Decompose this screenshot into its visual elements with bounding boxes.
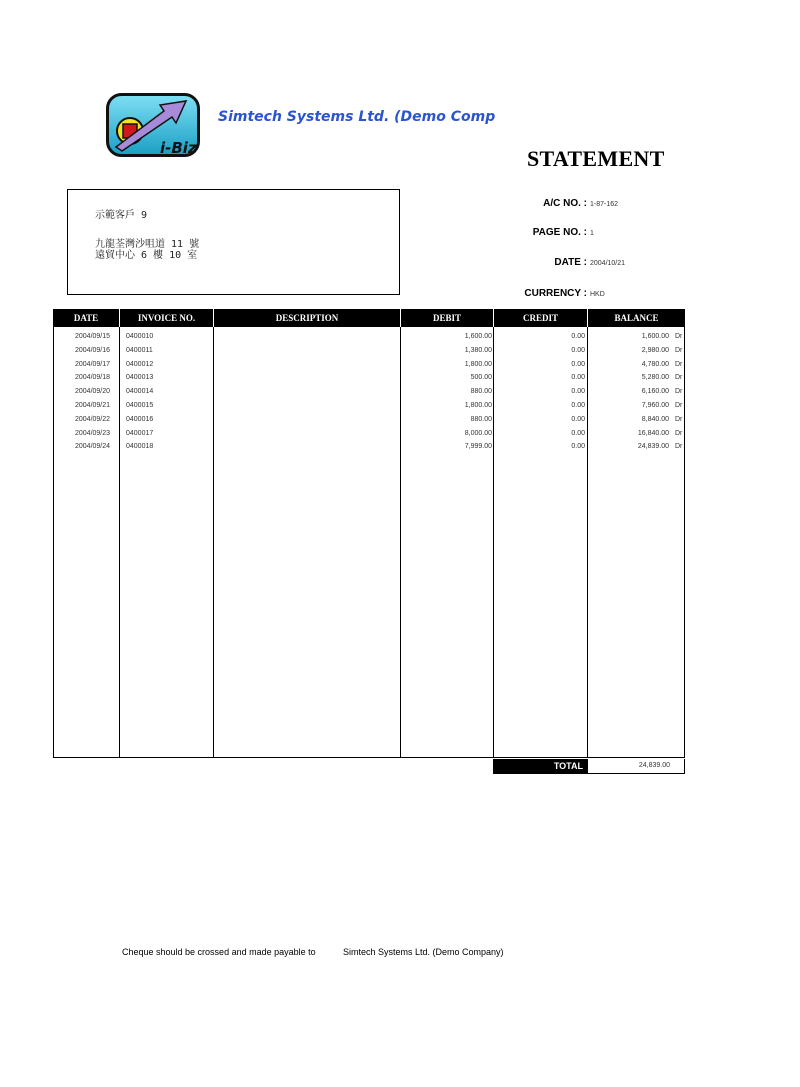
row-dr-cr: Dr [675,346,683,354]
row-dr-cr: Dr [675,443,683,451]
row-debit: 880.00 [470,388,492,396]
logo-text: i-Biz [160,139,197,157]
row-dr-cr: Dr [675,333,683,340]
row-debit: 880.00 [470,415,492,423]
row-balance: 6,160.00 [641,388,669,396]
currency-row [505,283,605,301]
date-label: DATE : [554,257,587,268]
row-credit: 0.00 [571,402,585,409]
row-debit: 1,800.00 [464,402,492,409]
row-credit: 0.00 [571,429,585,437]
row-credit: 0.00 [571,415,585,423]
header-debit: DEBIT [401,309,493,327]
row-balance: 4,780.00 [641,360,669,368]
row-invoice-no: 0400016 [126,415,154,423]
statement-table [53,309,685,758]
address-line-2: 遠貿中心 6 樓 10 室 [95,250,198,261]
row-debit: 7,999.00 [464,443,492,451]
total-label: TOTAL [493,759,587,774]
row-date: 2004/09/16 [75,346,111,354]
row-balance: 2,980.00 [641,346,669,354]
page-no-value: 1 [590,230,594,237]
row-date: 2004/09/17 [75,360,111,368]
row-debit: 500.00 [470,374,492,382]
row-debit: 1,380.00 [464,346,492,354]
row-debit: 8,000.00 [464,429,492,437]
row-invoice-no: 0400015 [126,402,154,409]
date-value: 2004/10/21 [590,260,626,267]
row-balance: 24,839.00 [637,443,669,451]
row-invoice-no: 0400010 [126,333,154,340]
currency-label: CURRENCY : [524,288,587,299]
row-balance: 8,840.00 [641,415,669,423]
row-invoice-no: 0400017 [126,429,154,437]
row-date: 2004/09/21 [75,402,111,409]
row-invoice-no: 0400012 [126,360,154,368]
company-name: Simtech Systems Ltd. (Demo Comp [218,109,496,125]
row-credit: 0.00 [571,360,585,368]
header-invoice-no: INVOICE NO. [120,309,213,327]
cheque-instruction: Cheque should be crossed and made payable to [122,947,316,957]
row-date: 2004/09/18 [75,374,111,382]
row-dr-cr: Dr [675,415,683,423]
ac-no-value: 1-87-162 [590,201,619,208]
row-dr-cr: Dr [675,402,683,409]
ac-no-label: A/C NO. : [543,198,587,209]
row-dr-cr: Dr [675,374,683,382]
cheque-payee: Simtech Systems Ltd. (Demo Company) [343,947,504,957]
header-credit: CREDIT [494,309,587,327]
document-title: STATEMENT [527,146,665,171]
page-no-label: PAGE NO. : [532,227,587,238]
date-row [505,252,625,270]
row-dr-cr: Dr [675,360,683,368]
customer-name: 示範客戶 9 [95,210,148,221]
address-line-1: 九龍荃灣沙咀道 11 號 [95,239,200,250]
row-credit: 0.00 [571,374,585,382]
row-balance: 5,280.00 [641,374,669,382]
row-invoice-no: 0400011 [126,346,153,354]
row-dr-cr: Dr [675,388,683,396]
row-invoice-no: 0400013 [126,374,154,382]
header-balance: BALANCE [588,309,685,327]
currency-value: HKD [590,291,605,298]
row-invoice-no: 0400014 [126,388,154,396]
row-debit: 1,800.00 [464,360,492,368]
row-date: 2004/09/20 [75,388,111,396]
total-value: 24,839.00 [587,759,685,774]
ac-no-row [505,193,618,211]
row-credit: 0.00 [571,333,585,340]
row-balance: 1,600.00 [641,333,669,340]
row-dr-cr: Dr [675,429,683,437]
header-date: DATE [53,309,119,327]
row-date: 2004/09/15 [75,333,111,340]
customer-address-box [67,189,400,295]
row-date: 2004/09/22 [75,415,111,423]
row-credit: 0.00 [571,346,585,354]
row-debit: 1,600.00 [464,333,492,340]
row-balance: 7,960.00 [641,402,669,409]
i-biz-logo [106,93,200,157]
page-no-row [505,222,594,240]
row-balance: 16,840.00 [637,429,669,437]
row-credit: 0.00 [571,443,585,451]
row-invoice-no: 0400018 [126,443,154,451]
row-date: 2004/09/23 [75,429,111,437]
header-description: DESCRIPTION [214,309,400,327]
row-date: 2004/09/24 [75,443,111,451]
row-credit: 0.00 [571,388,585,396]
